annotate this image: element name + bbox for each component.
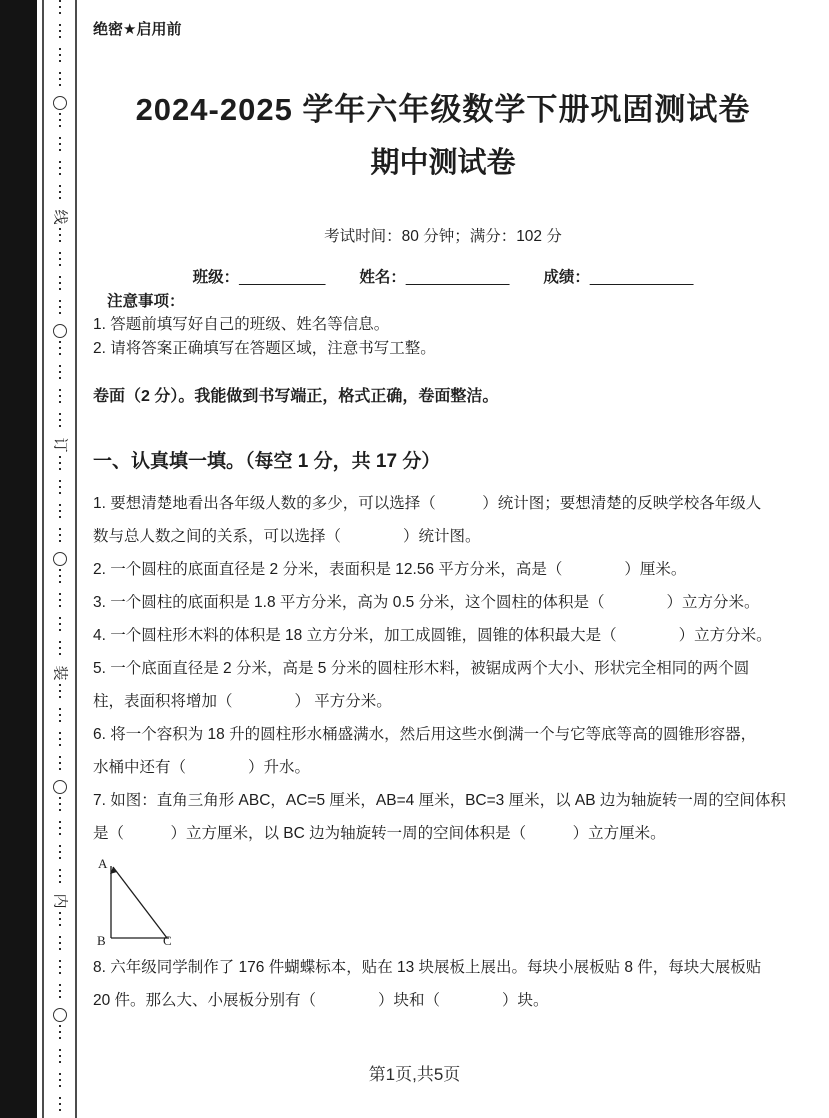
right-triangle-figure	[95, 852, 793, 949]
question-1-line-2: 数与总人数之间的关系，可以选择（ ）统计图。	[93, 528, 481, 545]
triangle-label-a: A	[98, 856, 108, 871]
notice-item-2: 2. 请将答案正确填写在答题区域，注意书写工整。	[93, 340, 436, 357]
binding-dotted-line	[59, 684, 61, 777]
binding-dotted-line	[59, 456, 61, 549]
binding-dotted-line	[59, 113, 61, 206]
student-fields-row	[93, 267, 793, 289]
page-number-indicator: 第1页,共5页	[368, 1065, 461, 1084]
score-field-blank: ____________	[589, 269, 694, 286]
paper-neatness-line: 卷面（2 分）。我能做到书写端正，格式正确，卷面整洁。	[93, 388, 499, 405]
binding-char-xian: 线	[51, 209, 69, 225]
binding-circle-icon	[53, 780, 67, 794]
fill-in-questions	[93, 487, 793, 1017]
binding-dotted-line	[59, 228, 61, 321]
paper-content	[93, 0, 793, 1017]
binding-margin-strip	[42, 0, 77, 1118]
binding-char-ding: 订	[51, 437, 69, 453]
binding-char-nei: 内	[51, 893, 69, 909]
name-field	[359, 267, 509, 289]
binding-dotted-line	[59, 569, 61, 662]
question-6-line-2: 水桶中还有（ ）升水。	[93, 759, 311, 776]
notices-title: 注意事项：	[107, 293, 185, 310]
question-5-line-1: 5. 一个底面直径是 2 分米，高是 5 分米的圆柱形木料，被锯成两个大小、形状完全相同的两个圆	[93, 660, 750, 677]
binding-circle-icon	[53, 1008, 67, 1022]
binding-dotted-line	[59, 912, 61, 1005]
class-field-label: 班级：	[192, 269, 240, 286]
section-one-title: 一、认真填一填。（每空 1 分，共 17 分）	[93, 451, 441, 472]
binding-circle-icon	[53, 96, 67, 110]
class-field	[193, 267, 326, 289]
exam-meta-line: 考试时间：80 分钟；满分：102 分	[324, 228, 562, 245]
binding-dotted-line	[59, 0, 61, 93]
name-field-label: 姓名：	[359, 269, 406, 286]
score-field	[543, 267, 693, 289]
question-6-line-1: 6. 将一个容积为 18 升的圆柱形水桶盛满水，然后用这些水倒满一个与它等底等高的圆锥形容器，	[93, 726, 757, 743]
question-2-line-1: 2. 一个圆柱的底面直径是 2 分米，表面积是 12.56 平方分米，高是（ ）厘米。	[93, 561, 687, 578]
triangle-label-c: C	[163, 933, 172, 948]
binding-circle-icon	[53, 552, 67, 566]
binding-circle-icon	[53, 324, 67, 338]
page-title: 2024-2025 学年六年级数学下册巩固测试卷	[135, 92, 751, 127]
scan-edge-bar	[0, 0, 37, 1118]
question-1-line-1: 1. 要想清楚地看出各年级人数的多少，可以选择（ ）统计图；要想清楚的反映学校各年级人	[93, 495, 762, 512]
question-4-line-1: 4. 一个圆柱形木料的体积是 18 立方分米，加工成圆锥，圆锥的体积最大是（ ）立方分米。	[93, 627, 772, 644]
score-field-label: 成绩：	[543, 269, 590, 286]
question-8-line-2: 20 件。那么大、小展板分别有（ ）块和（ ）块。	[93, 992, 549, 1009]
name-field-blank: ____________	[405, 269, 510, 286]
triangle-label-b: B	[97, 933, 106, 948]
class-field-blank: __________	[239, 269, 326, 286]
binding-dotted-line	[59, 341, 61, 434]
notice-item-1: 1. 答题前填写好自己的班级、姓名等信息。	[93, 316, 390, 333]
page-subtitle: 期中测试卷	[370, 147, 516, 179]
binding-char-zhuang: 装	[51, 665, 69, 681]
question-7-line-1: 7. 如图：直角三角形 ABC，AC=5 厘米，AB=4 厘米，BC=3 厘米，以 AB 边为轴旋转一周的空间体积	[93, 792, 786, 809]
question-3-line-1: 3. 一个圆柱的底面积是 1.8 平方分米，高为 0.5 分米，这个圆柱的体积是（ ）立方分米。	[93, 594, 760, 611]
question-8-line-1: 8. 六年级同学制作了 176 件蝴蝶标本，贴在 13 块展板上展出。每块小展板贴 8 件，每块大展板贴	[93, 959, 762, 976]
binding-dotted-line	[59, 797, 61, 890]
question-7-line-2: 是（ ）立方厘米，以 BC 边为轴旋转一周的空间体积是（ ）立方厘米。	[93, 825, 666, 842]
security-notice: 绝密★启用前	[93, 21, 182, 38]
question-5-line-2: 柱，表面积将增加（ ） 平方分米。	[93, 693, 392, 710]
